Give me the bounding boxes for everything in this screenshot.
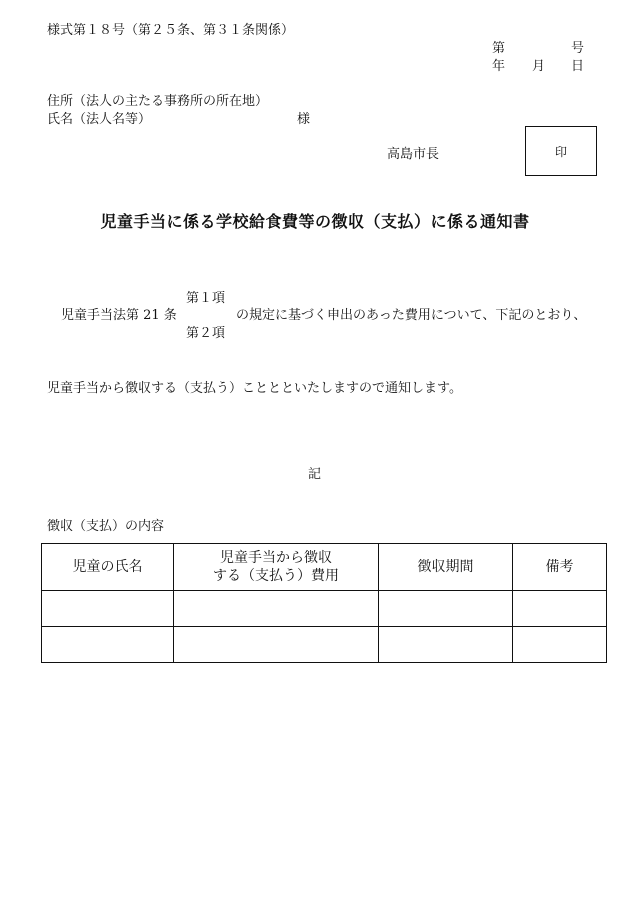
cell-remarks [513, 591, 607, 627]
cell-remarks [513, 627, 607, 663]
cell-fee [174, 591, 379, 627]
law-item-2: 第２項 [186, 326, 226, 341]
header-remarks: 備考 [513, 544, 607, 591]
body-text-line-2: 児童手当から徴収する（支払う）こととといたしますので通知します。 [47, 381, 462, 396]
cell-fee [174, 627, 379, 663]
name-label: 氏名（法人名等） [47, 112, 152, 127]
cell-period [379, 591, 513, 627]
honorific: 様 [297, 112, 311, 127]
cell-child-name [42, 627, 174, 663]
seal-box [525, 126, 597, 176]
number-prefix: 第 [492, 41, 506, 56]
cell-child-name [42, 591, 174, 627]
law-item-1: 第１項 [186, 291, 226, 306]
header-child-name: 児童の氏名 [42, 544, 174, 591]
document-title: 児童手当に係る学校給食費等の徴収（支払）に係る通知書 [100, 212, 530, 231]
form-number: 様式第１８号（第２５条、第３１条関係） [47, 23, 295, 38]
header-fee [174, 544, 379, 591]
cell-period [379, 627, 513, 663]
issuer-title: 高島市長 [387, 147, 440, 162]
collection-table [41, 543, 607, 663]
law-reference: 児童手当法第 21 条 [61, 308, 177, 323]
table-row [42, 591, 607, 627]
header-fee-line-1: 児童手当から徴収 [220, 549, 332, 566]
address-label: 住所（法人の主たる事務所の所在地） [47, 94, 269, 109]
ki-heading: 記 [308, 467, 322, 482]
table-row [42, 627, 607, 663]
table-header-row [42, 544, 607, 591]
number-suffix: 号 [571, 41, 585, 56]
header-fee-line-2: する（支払う）費用 [213, 568, 339, 584]
seal-label: 印 [554, 144, 567, 159]
date-year: 年 [492, 59, 506, 74]
body-text-line-1: の規定に基づく申出のあった費用について、下記のとおり、 [236, 308, 587, 323]
table-caption: 徴収（支払）の内容 [47, 519, 165, 534]
header-period: 徴収期間 [379, 544, 513, 591]
date-day: 日 [571, 59, 585, 74]
date-month: 月 [532, 59, 546, 74]
